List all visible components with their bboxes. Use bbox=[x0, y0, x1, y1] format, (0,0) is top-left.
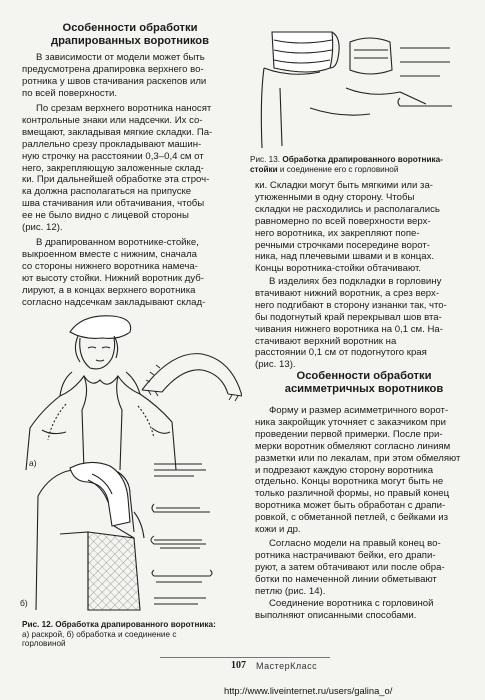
left-paragraph-2: По срезам верхнего воротника наносят контрольные знаки или надсечки. Их со- вмещают, закладывая мягкие складки. Па- раллельно срезу прокладывают машин- ную строчку на расстоянии 0,3–0,4 см от него, закрепляющую заложенные склад- ки. При дальнейшей обработке эта строч- ка должна располагаться на припуске шва стачивания или обтачивания, чтобы ее не было видно с лицевой стороны (рис. 12). bbox=[22, 103, 213, 234]
section-heading-draped: Особенности обработки драпированных воротников bbox=[50, 22, 210, 47]
figure-12-caption: Рис. 12. Обработка драпированного воротника: а) раскрой, б) обработка и соединение с горловиной bbox=[22, 620, 216, 649]
left-paragraph-3: В драпированном воротнике-стойке, выкроенном вместе с нижним, сначала со стороны нижнего воротника намеча- ют высоту стойки. Нижний воротник дуб- лируют, а в концах верхнего воротника согласно надсечкам закладывают склад- bbox=[22, 237, 206, 308]
right-paragraph-4: Согласно модели на правый конец во- ротника настрачивают бейки, его драпи- руют, а затем обтачивают или после обра- ботки по намеченной линии обметывают петлю (рис. 14). bbox=[255, 538, 445, 597]
fig-a-label: а) bbox=[29, 458, 37, 468]
figure-12a-illustration bbox=[22, 310, 242, 472]
source-url[interactable]: http://www.liveinternet.ru/users/galina_o/ bbox=[224, 685, 393, 696]
figure-12b-illustration bbox=[30, 452, 242, 612]
right-paragraph-5: Соединение воротника с горловиной выполняют описанными способами. bbox=[255, 598, 434, 621]
brand-name: МастерКласс bbox=[256, 661, 318, 671]
section-heading-asymmetric: Особенности обработки асимметричных воротников bbox=[284, 370, 444, 395]
right-paragraph-2: В изделиях без подкладки в горловину втачивают нижний воротник, а срез верх- него подгибают в сторону изнанки так, что- бы подогнутый край перекрывал шов вта- чивания нижнего воротника на 0,1 см. На- стачивают верхний воротник на расстоянии 0,1 см от подогнутого края (рис. 13). bbox=[255, 276, 447, 371]
figure-13-caption: Рис. 13. Обработка драпированного воротника- стойки и соединение его с горловиной bbox=[250, 155, 443, 174]
page-number: 107 bbox=[231, 660, 246, 671]
fig-b-label: б) bbox=[20, 598, 28, 608]
figure-13-illustration bbox=[250, 28, 460, 154]
right-paragraph-3: Форму и размер асимметричного ворот- ника закройщик уточняет с заказчиком при проведении первой примерки. После при- мерки воротник обмеляют согласно линиям разметки или по лекалам, при этом обмеляют и подрезают каждую сторону воротника отдельно. Концы воротника могут быть не только различной формы, но правый конец воротника может быть обработан с драпи- ровкой, с обметанной петлей, с бейками из кожи и др. bbox=[255, 405, 461, 536]
left-paragraph-1: В зависимости от модели может быть предусмотрена драпировка верхнего во- ротника у швов стачивания раскепов или по всей поверхности. bbox=[22, 52, 207, 99]
right-paragraph-1: ки. Складки могут быть мягкими или за- утюженными в одну сторону. Чтобы складки не расходились и располагались равномерно по всей поверхности верх- него воротника, их закрепляют попе- речными строчками посередине ворот- ника, над плечевыми швами и в концах. Концы воротника-стойки обтачивают. bbox=[255, 180, 440, 275]
footer-rule bbox=[160, 657, 330, 658]
